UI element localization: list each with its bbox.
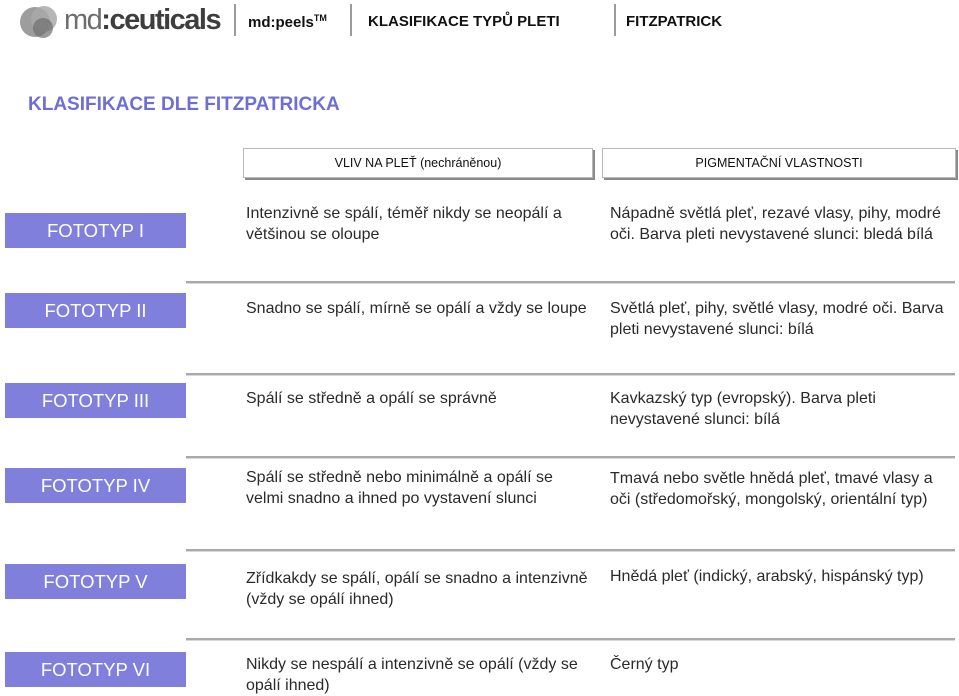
phototype-label: FOTOTYP IV (5, 468, 186, 503)
column-header-pigment: PIGMENTAČNÍ VLASTNOSTI (602, 148, 956, 178)
pigment-cell: Hnědá pleť (indický, arabský, hispánský typ) (610, 568, 924, 585)
column-header-effect: VLIV NA PLEŤ (nechráněnou) (243, 148, 593, 178)
effect-cell: Intenzivně se spálí, téměř nikdy se neopálí a většinou se oloupe (246, 205, 562, 243)
pigment-cell: Nápadně světlá pleť, rezavé vlasy, pihy, modré oči. Barva pleti nevystavené slunci: bledá bílá (610, 205, 941, 243)
phototype-label: FOTOTYP VI (5, 652, 186, 687)
effect-cell: Spálí se středně a opálí se správně (246, 390, 497, 407)
effect-cell: Zřídkakdy se spálí, opálí se snadno a intenzivně (vždy se opálí ihned) (246, 570, 588, 608)
pigment-cell: Černý typ (610, 656, 679, 673)
nav-item-mdpeels[interactable]: md:peels™ (248, 13, 327, 31)
nav-divider (350, 4, 352, 36)
nav-divider (614, 4, 616, 36)
effect-cell: Nikdy se nespálí a intenzivně se opálí (vždy se opálí ihned) (246, 656, 578, 694)
phototype-label: FOTOTYP I (5, 213, 186, 248)
page-title: KLASIFIKACE DLE FITZPATRICKA (28, 94, 340, 115)
logo-wordmark: md:ceuticals (64, 4, 221, 36)
effect-cell: Spálí se středně nebo minimálně a opálí se velmi snadno a ihned po vystavení slunci (246, 469, 553, 507)
nav-item-klasifikace[interactable]: KLASIFIKACE TYPŮ PLETI (368, 13, 560, 30)
nav-item-fitzpatrick[interactable]: FITZPATRICK (626, 13, 723, 30)
nav-divider (234, 4, 236, 36)
pigment-cell: Kavkazský typ (evropský). Barva pleti nevystavené slunci: bílá (610, 390, 876, 428)
phototype-label: FOTOTYP V (5, 564, 186, 599)
row-divider (186, 373, 955, 375)
effect-cell: Snadno se spálí, mírně se opálí a vždy se loupe (246, 300, 587, 317)
row-divider (186, 456, 955, 458)
brand-logo[interactable] (18, 2, 228, 42)
row-divider (186, 549, 955, 551)
overlapping-circles-logo-icon (18, 2, 62, 42)
phototype-label: FOTOTYP II (5, 293, 186, 328)
row-divider (186, 281, 955, 283)
pigment-cell: Tmavá nebo světle hnědá pleť, tmavé vlasy a oči (středomořský, mongolský, orientální typ) (610, 470, 933, 508)
pigment-cell: Světlá pleť, pihy, světlé vlasy, modré oči. Barva pleti nevystavené slunci: bílá (610, 300, 944, 338)
phototype-label: FOTOTYP III (5, 383, 186, 418)
row-divider (186, 638, 955, 640)
